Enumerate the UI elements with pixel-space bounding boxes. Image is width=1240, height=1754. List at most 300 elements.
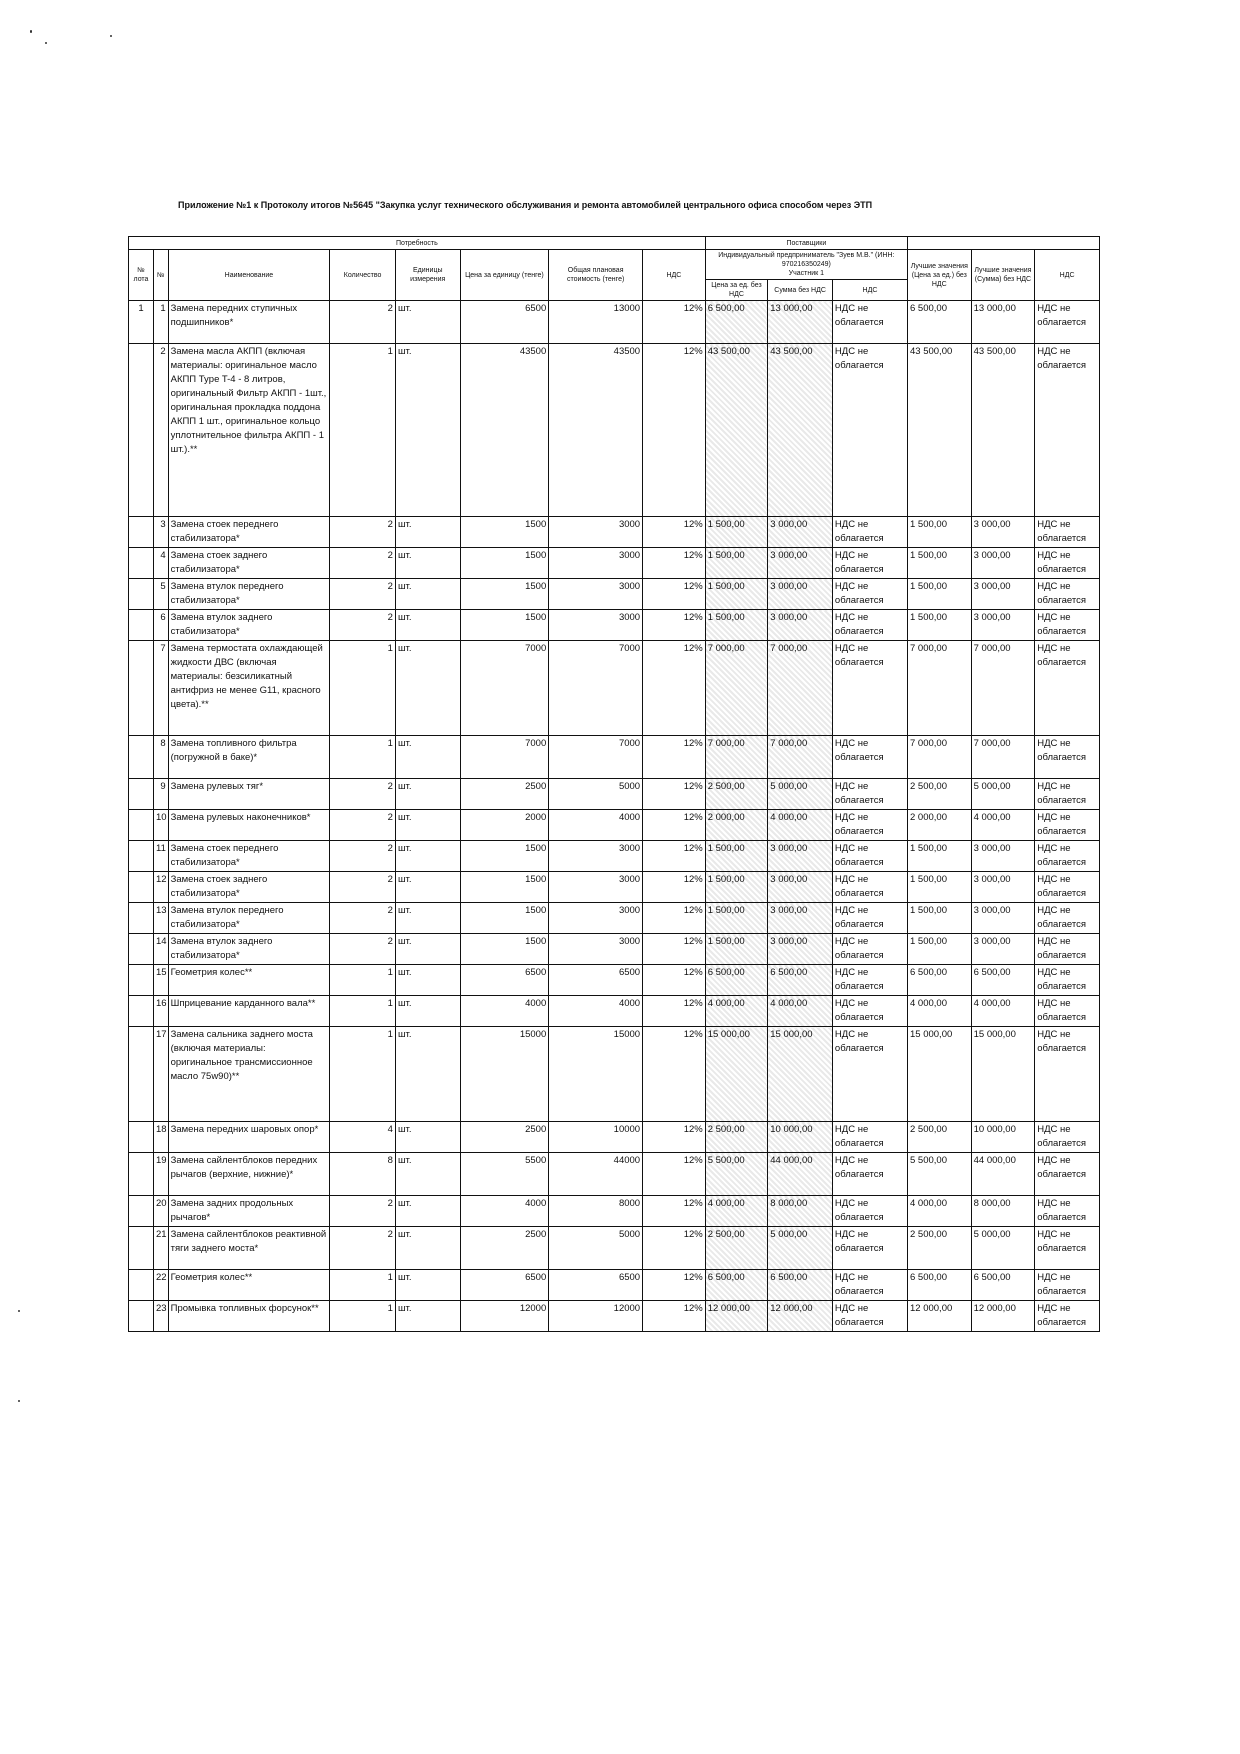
supplier-price-cell: 1 500,00	[705, 610, 768, 641]
header-name: Наименование	[168, 250, 330, 301]
unit-price-cell: 1500	[460, 579, 549, 610]
scan-speck	[45, 42, 47, 44]
supplier-sum-cell: 44 000,00	[768, 1153, 833, 1196]
item-name-cell: Замена втулок переднего стабилизатора*	[168, 579, 330, 610]
total-cost-cell: 7000	[549, 736, 643, 779]
total-cost-cell: 6500	[549, 1270, 643, 1301]
lot-number-cell	[129, 344, 154, 517]
row-number-cell: 4	[154, 548, 169, 579]
supplier-vat-cell: НДС не облагается	[832, 965, 907, 996]
best-vat-cell: НДС не облагается	[1035, 301, 1100, 344]
item-name-cell: Замена рулевых тяг*	[168, 779, 330, 810]
item-name-cell: Замена втулок заднего стабилизатора*	[168, 934, 330, 965]
row-number-cell: 12	[154, 872, 169, 903]
best-sum-cell: 4 000,00	[971, 996, 1035, 1027]
table-row	[129, 1027, 1100, 1122]
quantity-cell: 1	[330, 736, 396, 779]
lot-number-cell	[129, 996, 154, 1027]
header-supplier-vat: НДС	[832, 280, 907, 301]
best-price-cell: 1 500,00	[908, 934, 972, 965]
best-price-cell: 2 500,00	[908, 1122, 972, 1153]
table-row	[129, 610, 1100, 641]
total-cost-cell: 3000	[549, 579, 643, 610]
supplier-vat-cell: НДС не облагается	[832, 903, 907, 934]
header-best-price: Лучшие значения (Цена за ед.) без НДС	[908, 250, 972, 301]
row-number-cell: 14	[154, 934, 169, 965]
best-price-cell: 6 500,00	[908, 965, 972, 996]
row-number-cell: 16	[154, 996, 169, 1027]
supplier-price-cell: 6 500,00	[705, 301, 768, 344]
supplier-price-cell: 1 500,00	[705, 517, 768, 548]
lot-number-cell	[129, 1301, 154, 1332]
total-cost-cell: 12000	[549, 1301, 643, 1332]
header-total: Общая плановая стоимость (тенге)	[549, 250, 643, 301]
lot-number-cell	[129, 841, 154, 872]
unit-cell: шт.	[395, 1027, 460, 1122]
supplier-price-cell: 43 500,00	[705, 344, 768, 517]
row-number-cell: 9	[154, 779, 169, 810]
total-cost-cell: 8000	[549, 1196, 643, 1227]
best-vat-cell: НДС не облагается	[1035, 934, 1100, 965]
row-number-cell: 23	[154, 1301, 169, 1332]
quantity-cell: 2	[330, 548, 396, 579]
vat-rate-cell: 12%	[643, 1301, 706, 1332]
row-number-cell: 20	[154, 1196, 169, 1227]
lot-number-cell	[129, 641, 154, 736]
lot-number-cell	[129, 779, 154, 810]
best-price-cell: 12 000,00	[908, 1301, 972, 1332]
quantity-cell: 2	[330, 841, 396, 872]
supplier-vat-cell: НДС не облагается	[832, 641, 907, 736]
lot-number-cell	[129, 1196, 154, 1227]
table-row	[129, 641, 1100, 736]
table-row	[129, 1270, 1100, 1301]
item-name-cell: Замена сальника заднего моста (включая материалы: оригинальное трансмиссионное масло 75w90)**	[168, 1027, 330, 1122]
item-name-cell: Шприцевание карданного вала**	[168, 996, 330, 1027]
best-sum-cell: 3 000,00	[971, 841, 1035, 872]
supplier-vat-cell: НДС не облагается	[832, 1227, 907, 1270]
best-sum-cell: 43 500,00	[971, 344, 1035, 517]
best-vat-cell: НДС не облагается	[1035, 1270, 1100, 1301]
lot-number-cell: 1	[129, 301, 154, 344]
lot-number-cell	[129, 517, 154, 548]
table-row	[129, 996, 1100, 1027]
best-vat-cell: НДС не облагается	[1035, 1122, 1100, 1153]
item-name-cell: Замена задних продольных рычагов*	[168, 1196, 330, 1227]
unit-cell: шт.	[395, 903, 460, 934]
vat-rate-cell: 12%	[643, 996, 706, 1027]
quantity-cell: 2	[330, 610, 396, 641]
header-suppliers: Поставщики	[705, 237, 907, 250]
quantity-cell: 2	[330, 301, 396, 344]
unit-price-cell: 15000	[460, 1027, 549, 1122]
quantity-cell: 2	[330, 934, 396, 965]
table-row	[129, 872, 1100, 903]
lot-number-cell	[129, 1122, 154, 1153]
row-number-cell: 8	[154, 736, 169, 779]
quantity-cell: 2	[330, 1196, 396, 1227]
supplier-vat-cell: НДС не облагается	[832, 517, 907, 548]
supplier-vat-cell: НДС не облагается	[832, 344, 907, 517]
table-row	[129, 301, 1100, 344]
item-name-cell: Замена термостата охлаждающей жидкости ДВС (включая материалы: безсиликатный антифриз не менее G11, красного цвета).**	[168, 641, 330, 736]
unit-price-cell: 1500	[460, 872, 549, 903]
unit-price-cell: 1500	[460, 903, 549, 934]
table-row	[129, 779, 1100, 810]
header-supplier-price: Цена за ед. без НДС	[705, 280, 768, 301]
supplier-sum-cell: 4 000,00	[768, 996, 833, 1027]
item-name-cell: Замена топливного фильтра (погружной в баке)*	[168, 736, 330, 779]
best-vat-cell: НДС не облагается	[1035, 1301, 1100, 1332]
header-qty: Количество	[330, 250, 396, 301]
supplier-vat-cell: НДС не облагается	[832, 1301, 907, 1332]
supplier-price-cell: 2 500,00	[705, 1227, 768, 1270]
unit-cell: шт.	[395, 1196, 460, 1227]
row-number-cell: 15	[154, 965, 169, 996]
quantity-cell: 2	[330, 779, 396, 810]
supplier-sum-cell: 7 000,00	[768, 641, 833, 736]
best-vat-cell: НДС не облагается	[1035, 344, 1100, 517]
unit-price-cell: 4000	[460, 1196, 549, 1227]
row-number-cell: 21	[154, 1227, 169, 1270]
best-price-cell: 1 500,00	[908, 579, 972, 610]
best-price-cell: 4 000,00	[908, 1196, 972, 1227]
best-sum-cell: 4 000,00	[971, 810, 1035, 841]
unit-price-cell: 1500	[460, 934, 549, 965]
supplier-vat-cell: НДС не облагается	[832, 1122, 907, 1153]
best-price-cell: 4 000,00	[908, 996, 972, 1027]
vat-rate-cell: 12%	[643, 965, 706, 996]
best-vat-cell: НДС не облагается	[1035, 610, 1100, 641]
item-name-cell: Замена сайлентблоков реактивной тяги заднего моста*	[168, 1227, 330, 1270]
supplier-vat-cell: НДС не облагается	[832, 996, 907, 1027]
best-price-cell: 2 500,00	[908, 779, 972, 810]
table-row	[129, 548, 1100, 579]
quantity-cell: 2	[330, 579, 396, 610]
unit-cell: шт.	[395, 965, 460, 996]
unit-price-cell: 43500	[460, 344, 549, 517]
supplier-sum-cell: 15 000,00	[768, 1027, 833, 1122]
item-name-cell: Замена передних шаровых опор*	[168, 1122, 330, 1153]
vat-rate-cell: 12%	[643, 548, 706, 579]
table-row	[129, 934, 1100, 965]
supplier-vat-cell: НДС не облагается	[832, 1270, 907, 1301]
lot-number-cell	[129, 903, 154, 934]
best-sum-cell: 8 000,00	[971, 1196, 1035, 1227]
unit-cell: шт.	[395, 548, 460, 579]
supplier-sum-cell: 3 000,00	[768, 610, 833, 641]
supplier-price-cell: 1 500,00	[705, 548, 768, 579]
best-vat-cell: НДС не облагается	[1035, 841, 1100, 872]
supplier-sum-cell: 3 000,00	[768, 517, 833, 548]
unit-price-cell: 2000	[460, 810, 549, 841]
table-row	[129, 965, 1100, 996]
vat-rate-cell: 12%	[643, 610, 706, 641]
best-price-cell: 1 500,00	[908, 903, 972, 934]
vat-rate-cell: 12%	[643, 841, 706, 872]
best-price-cell: 1 500,00	[908, 517, 972, 548]
row-number-cell: 7	[154, 641, 169, 736]
best-sum-cell: 12 000,00	[971, 1301, 1035, 1332]
item-name-cell: Замена рулевых наконечников*	[168, 810, 330, 841]
total-cost-cell: 4000	[549, 996, 643, 1027]
lot-number-cell	[129, 1153, 154, 1196]
supplier-sum-cell: 3 000,00	[768, 872, 833, 903]
quantity-cell: 1	[330, 1027, 396, 1122]
quantity-cell: 1	[330, 965, 396, 996]
supplier-price-cell: 1 500,00	[705, 841, 768, 872]
supplier-price-cell: 1 500,00	[705, 579, 768, 610]
unit-price-cell: 1500	[460, 517, 549, 548]
item-name-cell: Замена масла АКПП (включая материалы: оригинальное масло АКПП Type T-4 - 8 литров, оригинальный Фильтр АКПП - 1шт., оригинальная прокладка поддона АКПП 1 шт., оригинальное кольцо уплотнительное фильтра АКПП - 1 шт.).**	[168, 344, 330, 517]
unit-cell: шт.	[395, 301, 460, 344]
supplier-sum-cell: 3 000,00	[768, 548, 833, 579]
scan-speck	[18, 1400, 20, 1402]
vat-rate-cell: 12%	[643, 1196, 706, 1227]
unit-cell: шт.	[395, 934, 460, 965]
table-row	[129, 841, 1100, 872]
best-price-cell: 1 500,00	[908, 548, 972, 579]
supplier-price-cell: 1 500,00	[705, 872, 768, 903]
vat-rate-cell: 12%	[643, 736, 706, 779]
best-price-cell: 1 500,00	[908, 872, 972, 903]
quantity-cell: 1	[330, 1270, 396, 1301]
item-name-cell: Замена стоек переднего стабилизатора*	[168, 517, 330, 548]
row-number-cell: 2	[154, 344, 169, 517]
header-lot-no: № лота	[129, 250, 154, 301]
supplier-header	[705, 250, 907, 280]
unit-price-cell: 2500	[460, 1227, 549, 1270]
item-name-cell: Замена сайлентблоков передних рычагов (верхние, нижние)*	[168, 1153, 330, 1196]
best-sum-cell: 6 500,00	[971, 965, 1035, 996]
unit-cell: шт.	[395, 1153, 460, 1196]
header-no: №	[154, 250, 169, 301]
total-cost-cell: 3000	[549, 934, 643, 965]
supplier-sum-cell: 43 500,00	[768, 344, 833, 517]
quantity-cell: 2	[330, 872, 396, 903]
item-name-cell: Замена втулок заднего стабилизатора*	[168, 610, 330, 641]
supplier-price-cell: 7 000,00	[705, 736, 768, 779]
scan-speck	[110, 35, 112, 37]
supplier-vat-cell: НДС не облагается	[832, 610, 907, 641]
total-cost-cell: 43500	[549, 344, 643, 517]
supplier-price-cell: 7 000,00	[705, 641, 768, 736]
row-number-cell: 11	[154, 841, 169, 872]
vat-rate-cell: 12%	[643, 1153, 706, 1196]
supplier-sum-cell: 10 000,00	[768, 1122, 833, 1153]
best-sum-cell: 44 000,00	[971, 1153, 1035, 1196]
header-supplier-sum: Сумма без НДС	[768, 280, 833, 301]
supplier-sum-cell: 6 500,00	[768, 1270, 833, 1301]
table-row	[129, 810, 1100, 841]
unit-cell: шт.	[395, 579, 460, 610]
table-row	[129, 1122, 1100, 1153]
supplier-price-cell: 4 000,00	[705, 996, 768, 1027]
unit-price-cell: 5500	[460, 1153, 549, 1196]
best-price-cell: 15 000,00	[908, 1027, 972, 1122]
header-need: Потребность	[129, 237, 706, 250]
best-price-cell: 2 500,00	[908, 1227, 972, 1270]
supplier-vat-cell: НДС не облагается	[832, 810, 907, 841]
quantity-cell: 1	[330, 1301, 396, 1332]
vat-rate-cell: 12%	[643, 1027, 706, 1122]
vat-rate-cell: 12%	[643, 301, 706, 344]
table-row	[129, 344, 1100, 517]
supplier-sum-cell: 13 000,00	[768, 301, 833, 344]
total-cost-cell: 3000	[549, 517, 643, 548]
best-sum-cell: 15 000,00	[971, 1027, 1035, 1122]
supplier-price-cell: 2 000,00	[705, 810, 768, 841]
item-name-cell: Геометрия колес**	[168, 1270, 330, 1301]
unit-cell: шт.	[395, 610, 460, 641]
item-name-cell: Замена передних ступичных подшипников*	[168, 301, 330, 344]
best-vat-cell: НДС не облагается	[1035, 1227, 1100, 1270]
total-cost-cell: 5000	[549, 1227, 643, 1270]
item-name-cell: Замена стоек заднего стабилизатора*	[168, 872, 330, 903]
unit-cell: шт.	[395, 1301, 460, 1332]
supplier-vat-cell: НДС не облагается	[832, 1196, 907, 1227]
quantity-cell: 1	[330, 641, 396, 736]
row-number-cell: 22	[154, 1270, 169, 1301]
supplier-vat-cell: НДС не облагается	[832, 301, 907, 344]
total-cost-cell: 10000	[549, 1122, 643, 1153]
best-sum-cell: 5 000,00	[971, 779, 1035, 810]
unit-cell: шт.	[395, 841, 460, 872]
supplier-sum-cell: 3 000,00	[768, 841, 833, 872]
quantity-cell: 1	[330, 344, 396, 517]
supplier-vat-cell: НДС не облагается	[832, 841, 907, 872]
scan-speck	[30, 30, 32, 33]
total-cost-cell: 3000	[549, 548, 643, 579]
header-unit-price: Цена за единицу (тенге)	[460, 250, 549, 301]
lot-number-cell	[129, 965, 154, 996]
best-vat-cell: НДС не облагается	[1035, 1153, 1100, 1196]
quantity-cell: 2	[330, 903, 396, 934]
lot-number-cell	[129, 548, 154, 579]
supplier-name: Индивидуальный предприниматель "Зуев М.В." (ИНН: 970216350249)	[718, 252, 895, 268]
supplier-price-cell: 6 500,00	[705, 1270, 768, 1301]
total-cost-cell: 15000	[549, 1027, 643, 1122]
supplier-sum-cell: 7 000,00	[768, 736, 833, 779]
best-sum-cell: 13 000,00	[971, 301, 1035, 344]
total-cost-cell: 44000	[549, 1153, 643, 1196]
header-best-sum: Лучшие значения (Сумма) без НДС	[971, 250, 1035, 301]
unit-price-cell: 12000	[460, 1301, 549, 1332]
best-sum-cell: 3 000,00	[971, 872, 1035, 903]
unit-cell: шт.	[395, 872, 460, 903]
best-vat-cell: НДС не облагается	[1035, 641, 1100, 736]
header-vat: НДС	[643, 250, 706, 301]
lot-number-cell	[129, 810, 154, 841]
row-number-cell: 1	[154, 301, 169, 344]
supplier-vat-cell: НДС не облагается	[832, 872, 907, 903]
best-price-cell: 1 500,00	[908, 841, 972, 872]
lot-number-cell	[129, 1027, 154, 1122]
supplier-price-cell: 1 500,00	[705, 903, 768, 934]
quantity-cell: 1	[330, 996, 396, 1027]
row-number-cell: 18	[154, 1122, 169, 1153]
table-row	[129, 1227, 1100, 1270]
lot-number-cell	[129, 934, 154, 965]
supplier-sum-cell: 3 000,00	[768, 579, 833, 610]
supplier-sum-cell: 5 000,00	[768, 1227, 833, 1270]
supplier-vat-cell: НДС не облагается	[832, 579, 907, 610]
table-body	[129, 301, 1100, 1332]
header-best-spacer	[908, 237, 1100, 250]
row-number-cell: 5	[154, 579, 169, 610]
best-vat-cell: НДС не облагается	[1035, 903, 1100, 934]
vat-rate-cell: 12%	[643, 579, 706, 610]
best-price-cell: 1 500,00	[908, 610, 972, 641]
item-name-cell: Замена втулок переднего стабилизатора*	[168, 903, 330, 934]
item-name-cell: Замена стоек заднего стабилизатора*	[168, 548, 330, 579]
best-sum-cell: 10 000,00	[971, 1122, 1035, 1153]
quantity-cell: 2	[330, 810, 396, 841]
quantity-cell: 2	[330, 1227, 396, 1270]
best-sum-cell: 7 000,00	[971, 736, 1035, 779]
total-cost-cell: 7000	[549, 641, 643, 736]
lot-number-cell	[129, 610, 154, 641]
unit-cell: шт.	[395, 1122, 460, 1153]
table-row	[129, 579, 1100, 610]
total-cost-cell: 3000	[549, 610, 643, 641]
item-name-cell: Промывка топливных форсунок**	[168, 1301, 330, 1332]
best-price-cell: 5 500,00	[908, 1153, 972, 1196]
vat-rate-cell: 12%	[643, 779, 706, 810]
quantity-cell: 4	[330, 1122, 396, 1153]
best-sum-cell: 3 000,00	[971, 610, 1035, 641]
item-name-cell: Геометрия колес**	[168, 965, 330, 996]
supplier-vat-cell: НДС не облагается	[832, 934, 907, 965]
best-sum-cell: 3 000,00	[971, 548, 1035, 579]
document-title: Приложение №1 к Протоколу итогов №5645 "Закупка услуг технического обслуживания и ремонта автомобилей центрального офиса способом через ЭТП	[178, 200, 873, 210]
supplier-sum-cell: 12 000,00	[768, 1301, 833, 1332]
supplier-sum-cell: 3 000,00	[768, 903, 833, 934]
total-cost-cell: 6500	[549, 965, 643, 996]
header-unit: Единицы измерения	[395, 250, 460, 301]
best-sum-cell: 3 000,00	[971, 934, 1035, 965]
supplier-vat-cell: НДС не облагается	[832, 1027, 907, 1122]
supplier-vat-cell: НДС не облагается	[832, 736, 907, 779]
supplier-sum-cell: 4 000,00	[768, 810, 833, 841]
best-vat-cell: НДС не облагается	[1035, 1196, 1100, 1227]
unit-price-cell: 1500	[460, 841, 549, 872]
supplier-vat-cell: НДС не облагается	[832, 779, 907, 810]
total-cost-cell: 13000	[549, 301, 643, 344]
row-number-cell: 3	[154, 517, 169, 548]
best-sum-cell: 7 000,00	[971, 641, 1035, 736]
unit-cell: шт.	[395, 996, 460, 1027]
lot-number-cell	[129, 579, 154, 610]
supplier-vat-cell: НДС не облагается	[832, 1153, 907, 1196]
best-sum-cell: 5 000,00	[971, 1227, 1035, 1270]
lot-number-cell	[129, 872, 154, 903]
best-vat-cell: НДС не облагается	[1035, 548, 1100, 579]
total-cost-cell: 4000	[549, 810, 643, 841]
unit-cell: шт.	[395, 1270, 460, 1301]
best-vat-cell: НДС не облагается	[1035, 517, 1100, 548]
row-number-cell: 19	[154, 1153, 169, 1196]
quantity-cell: 8	[330, 1153, 396, 1196]
table-row	[129, 903, 1100, 934]
best-sum-cell: 3 000,00	[971, 579, 1035, 610]
best-vat-cell: НДС не облагается	[1035, 965, 1100, 996]
supplier-sum-cell: 3 000,00	[768, 934, 833, 965]
best-vat-cell: НДС не облагается	[1035, 996, 1100, 1027]
supplier-price-cell: 5 500,00	[705, 1153, 768, 1196]
best-sum-cell: 3 000,00	[971, 517, 1035, 548]
unit-price-cell: 2500	[460, 1122, 549, 1153]
